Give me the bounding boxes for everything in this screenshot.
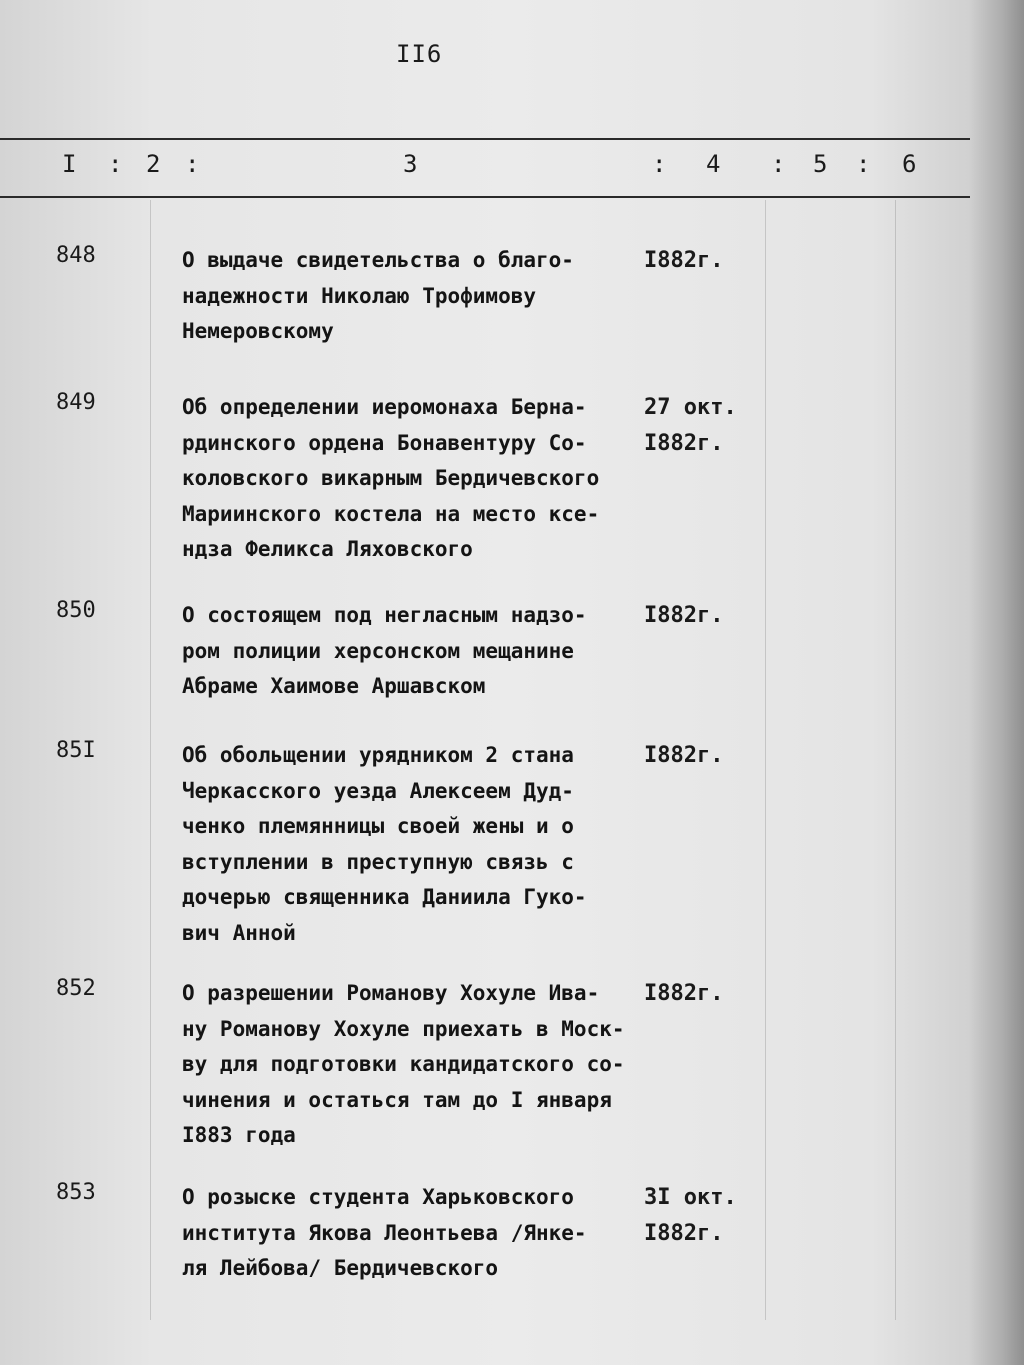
- header-rule-top: [0, 138, 970, 140]
- record-title: О выдаче свидетельства о благо- надежности Николаю Трофимову Немеровскому: [182, 248, 574, 343]
- page-edge-shadow: [969, 0, 1024, 1365]
- record-title: Об обольщении урядником 2 стана Черкасского уезда Алексеем Дуд- ченко племянницы своей жены и о вступлении в преступную связь с дочерью священника Даниила Гуко- вич Анной: [182, 743, 587, 945]
- column-heading-6: 6: [902, 150, 917, 178]
- record-date: 27 окт. I882г.: [644, 395, 737, 456]
- record-date: I882г.: [644, 248, 724, 273]
- record-title: О розыске студента Харьковского института Якова Леонтьева /Янке- ля Лейбова/ Бердичевского: [182, 1185, 587, 1280]
- column-separator: :: [185, 150, 200, 178]
- column-separator: :: [856, 150, 871, 178]
- header-rule-bottom: [0, 196, 970, 198]
- bleed-through-column-line: [765, 200, 766, 1320]
- record-date: I882г.: [644, 981, 724, 1006]
- record-date: 3I окт. I882г.: [644, 1185, 737, 1246]
- record-date: I882г.: [644, 603, 724, 628]
- record-number: 849: [56, 390, 96, 415]
- column-heading-5: 5: [813, 150, 828, 178]
- column-heading-1: I: [62, 150, 77, 178]
- column-separator: :: [652, 150, 667, 178]
- page-number: II6: [396, 40, 443, 68]
- column-separator: :: [771, 150, 786, 178]
- record-title: Об определении иеромонаха Берна- рдинского ордена Бонавентуру Со- коловского викарным Бердичевского Мариинского костела на место ксе- ндза Феликса Ляховского: [182, 395, 600, 561]
- record-number: 853: [56, 1180, 96, 1205]
- column-separator: :: [108, 150, 123, 178]
- column-heading-3: 3: [403, 150, 418, 178]
- bleed-through-heading: [372, 108, 405, 159]
- record-number: 850: [56, 598, 96, 623]
- record-number: 85I: [56, 738, 96, 763]
- record-number: 852: [56, 976, 96, 1001]
- bleed-through-column-line: [150, 200, 151, 1320]
- column-heading-4: 4: [706, 150, 721, 178]
- column-heading-2: 2: [146, 150, 161, 178]
- bleed-through-column-line: [895, 200, 896, 1320]
- record-title: О состоящем под негласным надзо- ром полиции херсонском мещанине Абраме Хаимове Аршавском: [182, 603, 587, 698]
- record-number: 848: [56, 243, 96, 268]
- record-title: О разрешении Романову Хохуле Ива- ну Романову Хохуле приехать в Моск- ву для подготовки кандидатского со- чинения и остаться там до I января I883 года: [182, 981, 625, 1147]
- record-date: I882г.: [644, 743, 724, 768]
